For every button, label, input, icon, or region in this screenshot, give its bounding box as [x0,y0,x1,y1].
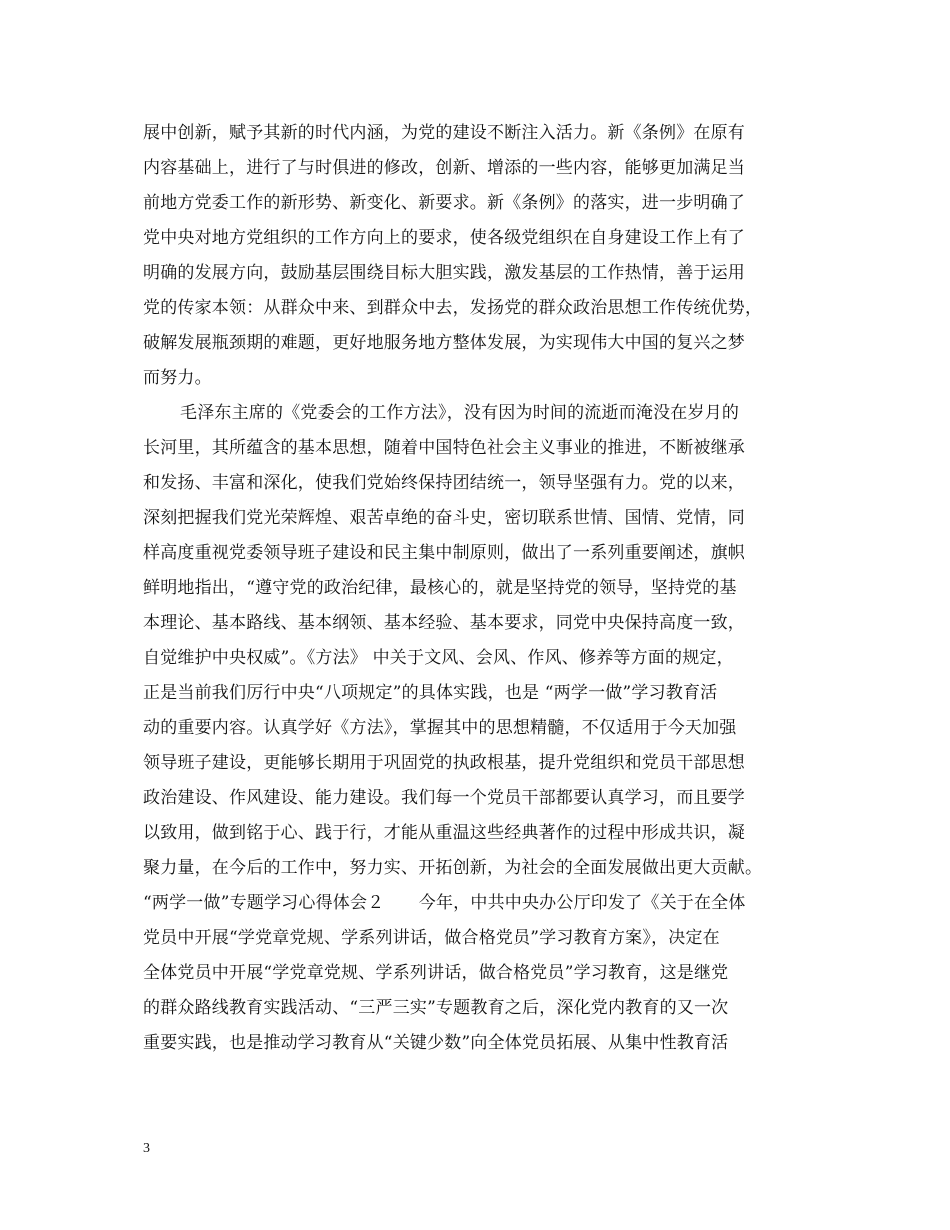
text-line: 以致用，做到铭于心、践于行，才能从重温这些经典著作的过程中形成共识，凝 [143,823,745,843]
text-line: 样高度重视党委领导班子建设和民主集中制原则，做出了一系列重要阐述，旗帜 [143,543,745,563]
text-line: 破解发展瓶颈期的难题，更好地服务地方整体发展，为实现伟大中国的复兴之梦 [143,333,745,353]
text-line: 本理论、基本路线、基本纲领、基本经验、基本要求，同党中央保持高度一致， [143,613,745,633]
text-line: 鲜明地指出，“遵守党的政治纪律，最核心的，就是坚持党的领导，坚持党的基 [143,578,737,598]
page-number: 3 [143,1141,150,1156]
text-line: 政治建设、作风建设、能力建设。我们每一个党员干部都要认真学习，而且要学 [143,788,745,808]
body-text [143,116,833,1061]
text-line: 前地方党委工作的新形势、新变化、新要求。新《条例》的落实，进一步明确了 [143,193,745,213]
text-line: 党员中开展“学党章党规、学系列讲话，做合格党员”学习教育方案》，决定在 [143,928,720,948]
text-line: 和发扬、丰富和深化，使我们党始终保持团结统一，领导坚强有力。党的以来， [143,473,745,493]
text-line: 动的重要内容。认真学好《方法》，掌握其中的思想精髓，不仅适用于今天加强 [143,718,737,738]
text-line: 聚力量，在今后的工作中，努力实、开拓创新，为社会的全面发展做出更大贡献。 [143,858,763,878]
text-line: 全体党员中开展“学党章党规、学系列讲话，做合格党员”学习教育，这是继党 [143,963,729,983]
text-line: 展中创新，赋予其新的时代内涵，为党的建设不断注入活力。新《条例》在原有 [143,123,745,143]
text-line: 内容基础上，进行了与时俱进的修改，创新、增添的一些内容，能够更加满足当 [143,158,745,178]
text-line: 党的传家本领：从群众中来、到群众中去，发扬党的群众政治思想工作传统优势， [143,298,763,318]
text-line: 重要实践，也是推动学习教育从“关键少数”向全体党员拓展、从集中性教育活 [143,1033,729,1053]
paragraph-first-line: 毛泽东主席的《党委会的工作方法》，没有因为时间的流逝而淹没在岁月的 [180,403,740,423]
text-line: 领导班子建设，更能够长期用于巩固党的执政根基，提升党组织和党员干部思想 [143,753,745,773]
text-line: 而努力。 [143,368,212,388]
text-line: 的群众路线教育实践活动、“三严三实”专题教育之后，深化党内教育的又一次 [143,998,729,1018]
text-line: 党中央对地方党组织的工作方向上的要求，使各级党组织在自身建设工作上有了 [143,228,745,248]
text-line: 正是当前我们厉行中央“八项规定”的具体实践，也是 “两学一做”学习教育活 [143,683,718,703]
text-line: 自觉维护中央权威”。《方法》 中关于文风、会风、作风、修养等方面的规定， [143,648,734,668]
text-line: 明确的发展方向，鼓励基层围绕目标大胆实践，激发基层的工作热情，善于运用 [143,263,745,283]
text-line: “两学一做”专题学习心得体会２ 今年，中共中央办公厅印发了《关于在全体 [143,893,746,913]
text-line: 长河里，其所蕴含的基本思想，随着中国特色社会主义事业的推进，不断被继承 [143,438,745,458]
text-line: 深刻把握我们党光荣辉煌、艰苦卓绝的奋斗史，密切联系世情、国情、党情，同 [143,508,745,528]
